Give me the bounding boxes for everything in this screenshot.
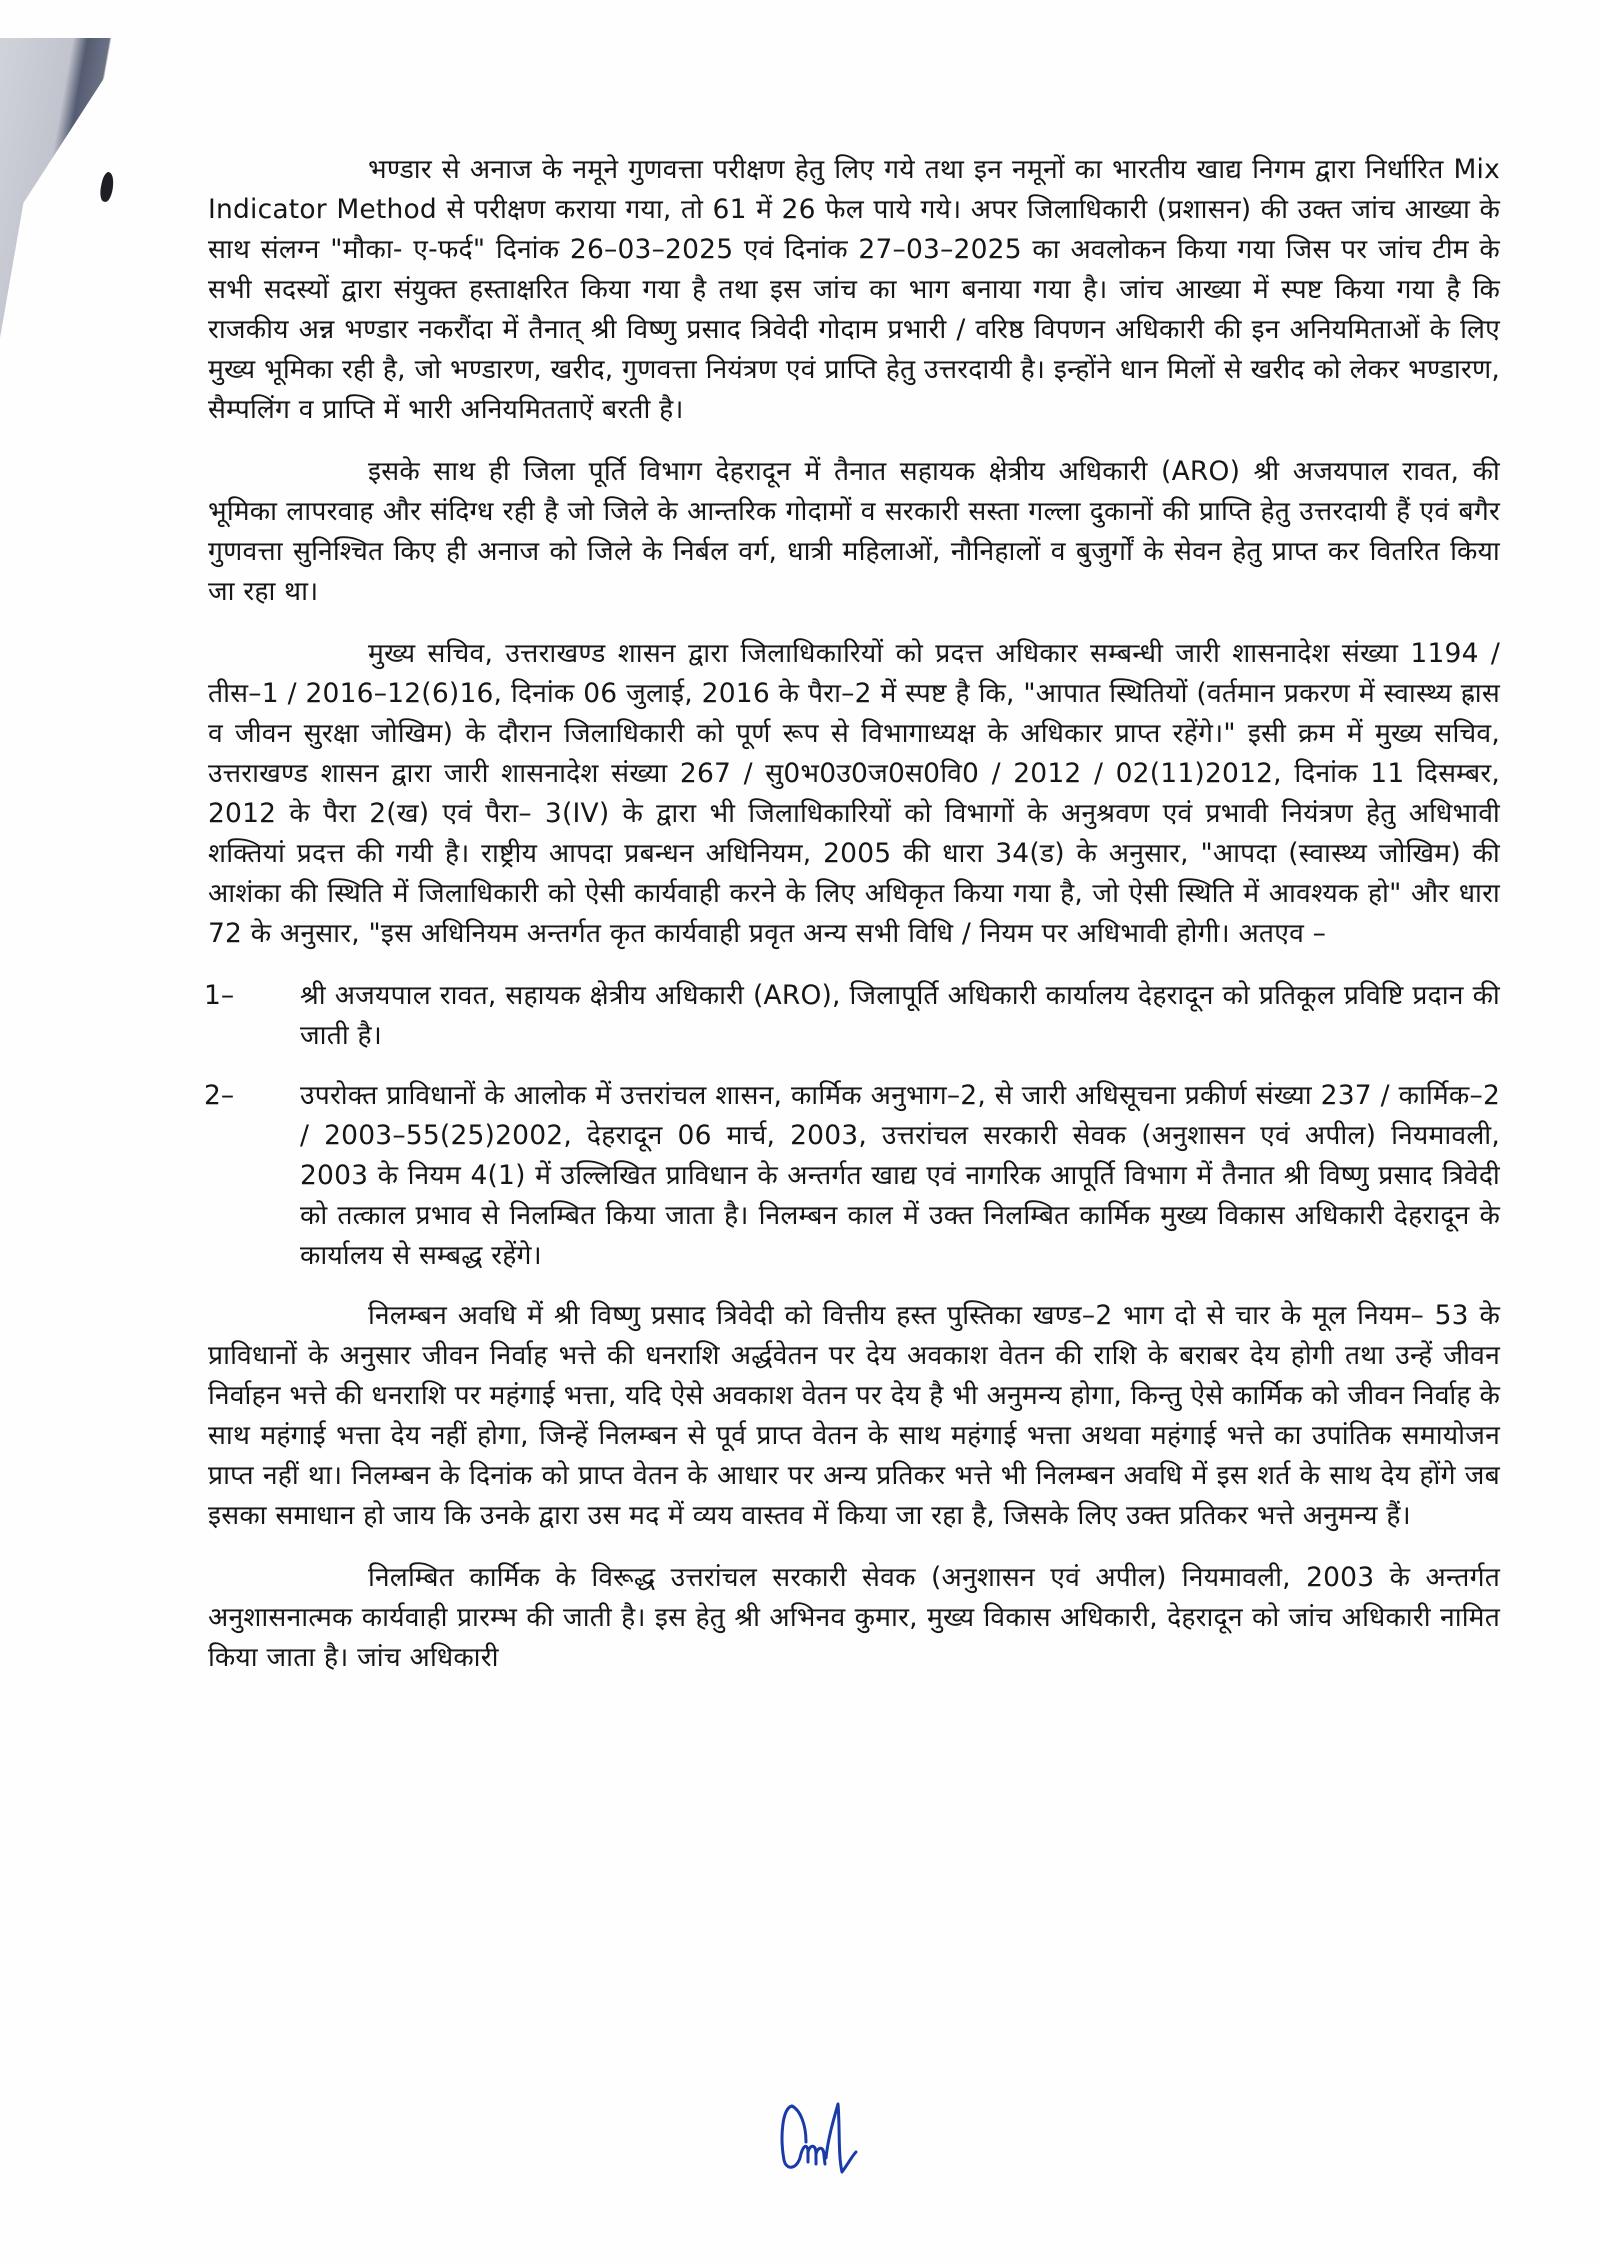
paragraph-subsistence-allowance: निलम्बन अवधि में श्री विष्णु प्रसाद त्रिवेदी को वित्तीय हस्त पुस्तिका खण्ड–2 भाग दो से चार के मूल नियम– 53 के प्राविधानों के अनुसार जीवन निर्वाह भत्ते की धनराशि अर्द्धवेतन पर देय अवकाश वेतन की राशि के बराबर देय होगी तथा उन्हें जीवन निर्वाहन भत्ते की धनराशि पर महंगाई भत्ता, यदि ऐसे अवकाश वेतन पर देय है भी अनुमन्य होगा, किन्तु ऐसे कार्मिक को जीवन निर्वाह के साथ महंगाई भत्ता देय नहीं होगा, जिन्हें निलम्बन से पूर्व प्राप्त वेतन के साथ महंगाई भत्ता अथवा महंगाई भत्ते का उपांतिक समायोजन प्राप्त नहीं था। निलम्बन के दिनांक को प्राप्त वेतन के आधार पर अन्य प्रतिकर भत्ते भी निलम्बन अवधि में इस शर्त के साथ देय होंगे जब इसका समाधान हो जाय कि उनके द्वारा उस मद में व्यय वास्तव में किया जा रहा है, जिसके लिए उक्त प्रतिकर भत्ते अनुमन्य हैं। <box>208 1300 1500 1531</box>
order-number: 2– <box>204 1080 235 1111</box>
paragraph-legal-authority: मुख्य सचिव, उत्तराखण्ड शासन द्वारा जिलाधिकारियों को प्रदत्त अधिकार सम्बन्धी जारी शासनादेश संख्या 1194 / तीस–1 / 2016–12(6)16, दिनांक 06 जुलाई, 2016 के पैरा–2 में स्पष्ट है कि, "आपात स्थितियों (वर्तमान प्रकरण में स्वास्थ्य ह्रास व जीवन सुरक्षा जोखिम) के दौरान जिलाधिकारी को पूर्ण रूप से विभागाध्यक्ष के अधिकार प्राप्त रहेंगे।" इसी क्रम में मुख्य सचिव, उत्तराखण्ड शासन द्वारा जारी शासनादेश संख्या 267 / सु0भ0उ0ज0स0वि0 / 2012 / 02(11)2012, दिनांक 11 दिसम्बर, 2012 के पैरा 2(ख) एवं पैरा– 3(IV) के द्वारा भी जिलाधिकारियों को विभागों के अनुश्रवण एवं प्रभावी नियंत्रण हेतु अधिभावी शक्तियां प्रदत्त की गयी है। राष्ट्रीय आपदा प्रबन्धन अधिनियम, 2005 की धारा 34(ड) के अनुसार, "आपदा (स्वास्थ्य जोखिम) की आशंका की स्थिति में जिलाधिकारी को ऐसी कार्यवाही करने के लिए अधिकृत किया गया है, जो ऐसी स्थिति में आवश्यक हो" और धारा 72 के अनुसार, "इस अधिनियम अन्तर्गत कृत कार्यवाही प्रवृत अन्य सभी विधि / नियम पर अधिभावी होगी। अतएव – <box>208 638 1500 949</box>
signature-stroke <box>782 2104 856 2172</box>
paragraph-sample-testing: भण्डार से अनाज के नमूने गुणवत्ता परीक्षण हेतु लिए गये तथा इन नमूनों का भारतीय खाद्य निगम द्वारा निर्धारित Mix Indicator Method से परीक्षण कराया गया, तो 61 में 26 फेल पाये गये। अपर जिलाधिकारी (प्रशासन) की उक्त जांच आख्या के साथ संलग्न "मौका- ए-फर्द" दिनांक 26–03–2025 एवं दिनांक 27–03–2025 का अवलोकन किया गया जिस पर जांच टीम के सभी सदस्यों द्वारा संयुक्त हस्ताक्षरित किया गया है तथा इस जांच का भाग बनाया गया है। जांच आख्या में स्पष्ट किया गया है कि राजकीय अन्न भण्डार नकरौंदा में तैनात् श्री विष्णु प्रसाद त्रिवेदी गोदाम प्रभारी / वरिष्ठ विपणन अधिकारी की इन अनियमिताओं के लिए मुख्य भूमिका रही है, जो भण्डारण, खरीद, गुणवत्ता नियंत्रण एवं प्राप्ति हेतु उत्तरदायी है। इन्होंने धान मिलों से खरीद को लेकर भण्डारण, सैम्पलिंग व प्राप्ति में भारी अनियमितताऐं बरती है। <box>208 154 1500 425</box>
order-text: श्री अजयपाल रावत, सहायक क्षेत्रीय अधिकारी (ARO), जिलापूर्ति अधिकारी कार्यालय देहरादून को प्रतिकूल प्रविष्टि प्रदान की जाती है। <box>300 980 1500 1051</box>
paragraph-aro-role: इसके साथ ही जिला पूर्ति विभाग देहरादून में तैनात सहायक क्षेत्रीय अधिकारी (ARO) श्री अजयपाल रावत, की भूमिका लापरवाह और संदिग्ध रही है जो जिले के आन्तरिक गोदामों व सरकारी सस्ता गल्ला दुकानों की प्राप्ति हेतु उत्तरदायी हैं एवं बगैर गुणवत्ता सुनिश्चित किए ही अनाज को जिले के निर्बल वर्ग, धात्री महिलाओं, नौनिहालों व बुजुर्गों के सेवन हेतु प्राप्त कर वितरित किया जा रहा था। <box>208 456 1500 607</box>
order-item-1 <box>204 976 1500 1056</box>
paragraph-disciplinary-action: निलम्बित कार्मिक के विरूद्ध उत्तरांचल सरकारी सेवक (अनुशासन एवं अपील) नियमावली, 2003 के अन्तर्गत अनुशासनात्मक कार्यवाही प्रारम्भ की जाती है। इस हेतु श्री अभिनव कुमार, मुख्य विकास अधिकारी, देहरादून को जांच अधिकारी नामित किया जाता है। जांच अधिकारी <box>208 1562 1500 1673</box>
document-page <box>204 150 1500 1700</box>
order-number: 1– <box>204 980 235 1011</box>
ink-mark <box>98 171 116 203</box>
signature-loop <box>792 2106 806 2142</box>
signature-icon <box>778 2098 878 2178</box>
order-item-2 <box>204 1076 1500 1276</box>
order-text: उपरोक्त प्राविधानों के आलोक में उत्तरांचल शासन, कार्मिक अनुभाग–2, से जारी अधिसूचना प्रकीर्ण संख्या 237 / कार्मिक–2 / 2003–55(25)2002, देहरादून 06 मार्च, 2003, उत्तरांचल सरकारी सेवक (अनुशासन एवं अपील) नियमावली, 2003 के नियम 4(1) में उल्लिखित प्राविधान के अन्तर्गत खाद्य एवं नागरिक आपूर्ति विभाग में तैनात श्री विष्णु प्रसाद त्रिवेदी को तत्काल प्रभाव से निलम्बित किया जाता है। निलम्बन काल में उक्त निलम्बित कार्मिक मुख्य विकास अधिकारी देहरादून के कार्यालय से सम्बद्ध रहेंगे। <box>300 1080 1500 1271</box>
